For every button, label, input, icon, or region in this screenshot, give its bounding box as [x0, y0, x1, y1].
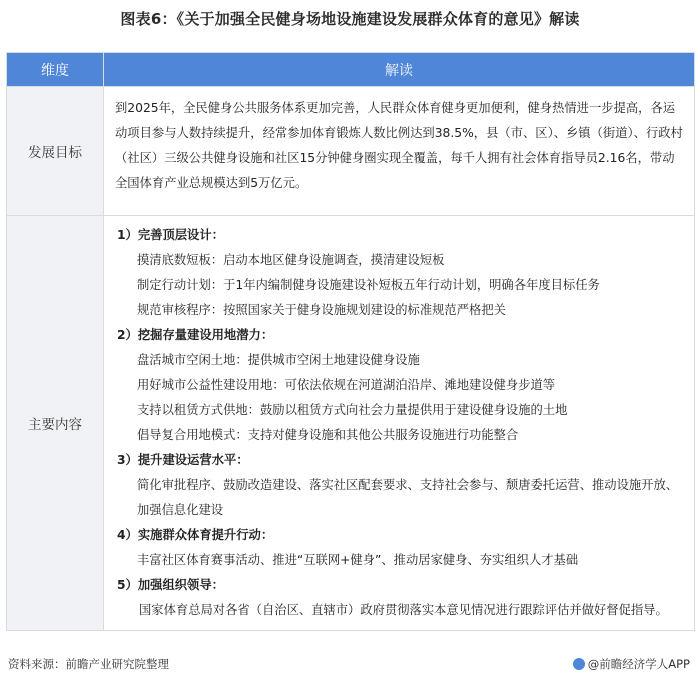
goal-cell [104, 87, 695, 216]
section-item: 丰富社区体育赛事活动、推进“互联网+健身”、推动居家健身、夯实组织人才基础 [137, 553, 579, 567]
brand-credit [573, 656, 690, 672]
row-label-content: 主要内容 [7, 216, 104, 631]
brand-text: @前瞻经济学人APP [587, 657, 690, 671]
section-heading: 3）提升建设运营水平： [117, 453, 249, 467]
table-header-row [7, 53, 695, 87]
section-item: 摸清底数短板：启动本地区健身设施调查，摸清建设短板 [137, 253, 445, 267]
section-item: 规范审核程序：按照国家关于健身设施规划建设的标准规范严格把关 [137, 303, 506, 317]
goal-text: 到2025年，全民健身公共服务体系更加完善，人民群众体育健身更加便利，健身热情进一步提高，各运动项目参与人数持续提升，经常参加体育锻炼人数比例达到38.5%，县（市、区）、乡镇（街道）、行政村（社区）三级公共健身设施和社区15分钟健身圈实现全覆盖，每千人拥有社会体育指导员2.16名，带动全国体育产业总规模达到5万亿元。 [115, 101, 683, 190]
policy-table [6, 52, 695, 631]
section-item: 简化审批程序、鼓励改造建设、落实社区配套要求、支持社会参与、颓唐委托运营、推动设施开放、加强信息化建设 [137, 478, 679, 517]
content-cell [104, 216, 695, 631]
table-row-content [7, 216, 695, 631]
column-header-interpretation: 解读 [104, 53, 695, 87]
section-item: 支持以租赁方式供地：鼓励以租赁方式向社会力量提供用于建设健身设施的土地 [137, 403, 568, 417]
section-heading: 2）挖掘存量建设用地潜力： [117, 328, 274, 342]
section-heading: 5）加强组织领导： [117, 578, 224, 592]
section-heading: 1）完善顶层设计： [117, 228, 224, 242]
section-item: 国家体育总局对各省（自治区、直辖市）政府贯彻落实本意见情况进行跟踪评估并做好督促指导。 [139, 603, 668, 617]
source-note: 资料来源：前瞻产业研究院整理 [8, 657, 169, 671]
brand-logo-icon [573, 658, 585, 670]
row-label-goal: 发展目标 [7, 87, 104, 216]
section-heading: 4）实施群众体育提升行动： [117, 528, 274, 542]
section-item: 盘活城市空闲土地：提供城市空闲土地建设健身设施 [137, 353, 420, 367]
footer [8, 656, 690, 672]
content-points [105, 217, 693, 629]
column-header-dimension: 维度 [7, 53, 104, 87]
section-item: 用好城市公益性建设用地：可依法依规在河道湖泊沿岸、滩地建设健身步道等 [137, 378, 556, 392]
table-row-goal [7, 87, 695, 216]
page-title: 图表6：《关于加强全民健身场地设施建设发展群众体育的意见》解读 [120, 10, 580, 28]
section-item: 倡导复合用地模式：支持对健身设施和其他公共服务设施进行功能整合 [137, 428, 519, 442]
section-item: 制定行动计划：于1年内编制健身设施建设补短板五年行动计划，明确各年度目标任务 [137, 278, 600, 292]
